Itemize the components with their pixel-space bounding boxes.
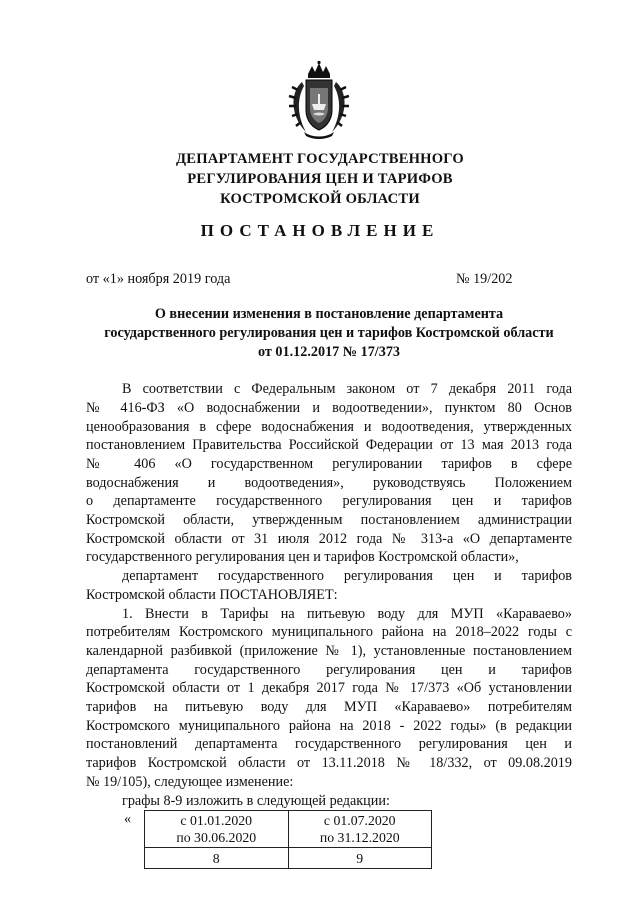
table-header-cell-col-9 — [288, 811, 432, 848]
subject-line-1: О внесении изменения в постановление департамента — [154, 306, 504, 322]
body-line-8: Костромской области, утвержденным постановлением администрации — [86, 512, 572, 528]
body-line-17: Костромской области от 1 декабря 2017 года № 17/373 «Об установлении — [86, 680, 572, 696]
body-line-11: департамент государственного регулирования цен и тарифов — [122, 568, 572, 584]
opening-quote-mark: « — [124, 811, 132, 827]
body-line-22: № 19/105), следующее изменение: — [86, 774, 294, 790]
document-date: от «1» ноября 2019 года — [86, 271, 231, 287]
body-line-18: тарифов на питьевую воду для МУП «Караваево» потребителям — [86, 699, 572, 715]
period-start: с 01.01.2020 — [180, 813, 253, 828]
body-line-13: 1. Внести в Тарифы на питьевую воду для МУП «Караваево» — [122, 606, 572, 622]
body-line-9: Костромской области от 31 июля 2012 года № 313-а «О департаменте — [86, 531, 572, 547]
table-number-row — [145, 848, 432, 869]
body-line-5: № 406 «О государственном регулировании тарифов в сфере — [86, 456, 572, 472]
period-end: по 30.06.2020 — [176, 830, 257, 845]
coat-of-arms-emblem — [286, 60, 352, 140]
org-name-line-1: ДЕПАРТАМЕНТ ГОСУДАРСТВЕННОГО — [176, 151, 464, 167]
body-line-2: № 416-ФЗ «О водоснабжении и водоотведении», пунктом 80 Основ — [86, 400, 572, 416]
table-header-cell-col-8 — [145, 811, 289, 848]
org-name-line-2: РЕГУЛИРОВАНИЯ ЦЕН И ТАРИФОВ — [187, 171, 453, 187]
body-line-7: о департаменте государственного регулирования цен и тарифов — [86, 493, 572, 509]
subject-line-3: от 01.12.2017 № 17/373 — [257, 344, 401, 360]
column-number-8: 8 — [145, 848, 289, 869]
subject-line-2: государственного регулирования цен и тарифов Костромской области — [104, 325, 554, 341]
document-number: № 19/202 — [456, 271, 513, 287]
body-line-23: графы 8-9 изложить в следующей редакции: — [122, 793, 390, 809]
document-type-title: ПОСТАНОВЛЕНИЕ — [200, 221, 440, 240]
body-line-3: ценообразования в сфере водоснабжения и водоотведения, утвержденных — [86, 419, 572, 435]
table-header-row — [145, 811, 432, 848]
body-line-14: потребителям Костромского муниципального района на 2018–2022 годы с — [86, 624, 572, 640]
body-line-6: водоснабжения и водоотведения», руководствуясь Положением — [86, 475, 572, 491]
body-line-10: государственного регулирования цен и тарифов Костромской области», — [86, 549, 519, 565]
org-name-line-3: КОСТРОМСКОЙ ОБЛАСТИ — [220, 191, 420, 207]
body-line-21: тарифов Костромской области от 13.11.2018 № 18/332, от 09.08.2019 — [86, 755, 572, 771]
body-line-19: Костромского муниципального района на 2018 - 2022 годы» (в редакции — [86, 718, 572, 734]
body-line-1: В соответствии с Федеральным законом от 7 декабря 2011 года — [122, 381, 572, 397]
period-end: по 31.12.2020 — [319, 830, 400, 845]
period-start: с 01.07.2020 — [323, 813, 396, 828]
column-number-9: 9 — [288, 848, 432, 869]
body-line-4: постановлением Правительства Российской Федерации от 13 мая 2013 года — [86, 437, 572, 453]
body-line-12: Костромской области ПОСТАНОВЛЯЕТ: — [86, 587, 338, 603]
body-line-15: календарной разбивкой (приложение № 1), установленные постановлением — [86, 643, 572, 659]
body-line-20: постановлений департамента государственного регулирования цен и — [86, 736, 572, 752]
body-line-16: департамента государственного регулирования цен и тарифов — [86, 662, 572, 678]
tariff-columns-table — [144, 810, 432, 869]
